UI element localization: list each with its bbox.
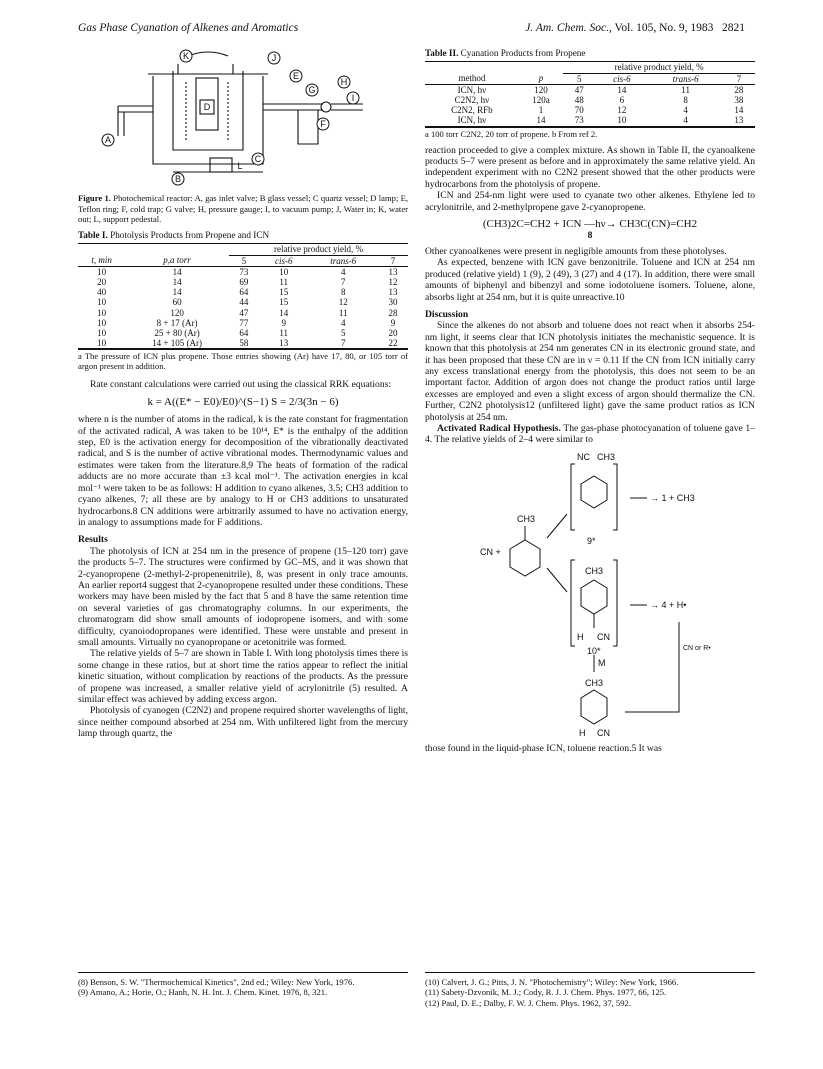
table1-body	[78, 266, 408, 349]
table2-label: Table II.	[425, 48, 459, 58]
table1-title: Photolysis Products from Propene and ICN	[110, 230, 270, 241]
table2-col-header: trans-6	[672, 73, 699, 84]
table2-cell: ICN, hν	[457, 84, 487, 95]
table1-cell: 14	[172, 277, 182, 288]
left-column	[78, 46, 408, 740]
table2-col-header: method	[458, 73, 486, 84]
scheme-label-10: 10*	[587, 645, 601, 656]
para-rrk-explanation: where n is the number of atoms in the radical, k is the rate constant for fragmentation of the activated radical, A was taken to be 10¹⁴, E* is the enthalpy of the addition step, E0 is the activation energy for decomposition of the vibrationally deactivated radical, and S is the number of active vibrational modes. Thermodynamic values and estimates were taken from the literature.8,9 The heats of formation of the radical adducts are no more accurate than ±3 kcal mol⁻¹. The activation energies in kcal mol⁻¹ were taken to be as follows: H addition to cyano alkenes, 3.5; CH3 addition to cyano alkenes, 7; all these are by analogy to H or CH3 additions to unsaturated hydrocarbons.8 CN additions were arbitrarily assumed to have no activation energy, in analogy to assumptions made for F additions.	[78, 414, 408, 528]
section-results-heading: Results	[78, 534, 108, 546]
scheme-label-9: 9*	[587, 535, 596, 546]
table2-row	[425, 105, 755, 115]
table1-col-header: t, min	[91, 255, 112, 266]
footnote-9: (9) Amano, A.; Horie, O.; Hanh, N. H. Int. J. Chem. Kinet. 1976, 8, 321.	[78, 987, 328, 998]
running-header-title: Gas Phase Cyanation of Alkenes and Aromatics	[78, 22, 299, 34]
table1-cell: 10	[97, 266, 107, 277]
fig-label-h: H	[340, 77, 348, 87]
scheme-product-1: → 1 + CH3	[650, 492, 695, 503]
table2-row	[425, 84, 755, 95]
cyanopropene-equation: (CH3)2C=CH2 + ICN —hν→ CH3C(CN)=CH2	[482, 218, 698, 231]
table1-cell: 14	[172, 266, 182, 277]
scheme-nc: NC	[577, 451, 590, 462]
table2-cell: 4	[683, 115, 688, 126]
table1-row	[78, 277, 408, 287]
para-discussion-1: Since the alkenes do not absorb and toluene does not react when it absorbs 254-nm light, it seems clear that ICN photolysis initiates the mechanistic sequence. It is known that this photolysis at 254 nm generates CN in its electronic ground state, and it has been proposed that these CN are in ν = 0.11 If the CN from ICN initially carry any excess translational energy from the photolysis, this does not seem to be an important factor. Addition of argon does not change the product ratios until large excesses are employed and even a slight excess of argon should thermalize the CN. Further, C2N2 photolysis12 (unfiltered light) gave the same product ratios as ICN photolysis at 254 nm.	[425, 320, 755, 423]
table1-cell: 30	[388, 297, 398, 308]
table2-footnote: a 100 torr C2N2, 20 torr of propene. b From ref 2.	[425, 127, 755, 139]
table1-cell: 5	[340, 328, 346, 339]
fig-label-i: I	[351, 93, 355, 103]
table1-cell: 22	[388, 338, 398, 349]
table1-cell: 120	[170, 307, 184, 318]
table1-group-header: relative product yield, %	[229, 244, 408, 255]
compound-8-label: 8	[587, 230, 593, 242]
table1-cell: 10	[97, 307, 107, 318]
table1-cell: 11	[279, 328, 289, 339]
figure1-caption: Photochemical reactor: A, gas inlet valve; B glass vessel; C quartz vessel; D lamp; E, Teflon ring; F, cold trap; G valve; H, pressure gauge; I, to vacuum pump; J, Water in; K, water out; L, support pedestal.	[78, 193, 408, 224]
fig-label-d: D	[203, 102, 211, 112]
para-results-1: The photolysis of ICN at 254 nm in the presence of propene (15–120 torr) gave the products 5–7. The structures were confirmed by GC–MS, and it was shown that 2-cyanopropene (2-methyl-2-propenenitrile), 8, was present in only trace amounts. An earlier report4 suggest that 2-cyanopropene resulted under these conditions. These workers may have been misled by the fact that 5 and 8 have the same retention time on several varieties of gas chromatography columns. In our experiments, the chromatogram did show small amounts of iodopropene isomers, and with some difficulty, cyanoiodopropanes were identified. These were unstable and present in small amounts. Virtually no cyanopropane or acetonitrile was formed.	[78, 545, 408, 648]
table1-row	[78, 308, 408, 318]
table2-cell: 12	[617, 105, 627, 116]
para-right-1: reaction proceeded to give a complex mixture. As shown in Table II, the cyanoalkene products 5–7 were present as before and in approximately the same relative yield. An independent experiment with no C2N2 present showed that the other products were hydrocarbons from the photolysis of propene.	[425, 144, 755, 190]
table1-cell: 11	[279, 277, 289, 288]
table2-row	[425, 95, 755, 105]
table1-col-header: trans-6	[330, 255, 357, 266]
table1-cell: 8 + 17 (Ar)	[156, 317, 198, 328]
table2-cell: 1	[538, 105, 544, 116]
fig-label-a: A	[104, 135, 112, 145]
table1-row	[78, 287, 408, 297]
table1-col-header: 7	[390, 255, 396, 266]
table1-cell: 60	[172, 297, 182, 308]
table1-cell: 13	[388, 266, 398, 277]
figure1-reactor-diagram	[78, 46, 408, 186]
table1-cell: 28	[388, 307, 398, 318]
scheme-cn-plus: CN +	[480, 546, 501, 557]
table2-cell: 10	[617, 115, 627, 126]
table1-col-header: p,a torr	[163, 255, 191, 266]
table1-cell: 9	[281, 317, 286, 328]
table1-cell: 20	[97, 277, 107, 288]
footnotes-right	[425, 972, 755, 1008]
table1-cell: 64	[239, 287, 249, 298]
running-header-journal	[525, 22, 745, 34]
table1-cell: 7	[340, 338, 346, 349]
table1-col-header: cis-6	[274, 255, 293, 266]
table1-cell: 10	[279, 266, 289, 277]
table1-cell: 58	[239, 338, 249, 349]
table2-cell: 70	[574, 105, 584, 116]
para-results-2: The relative yields of 5–7 are shown in Table I. With long photolysis times there is some change in these ratios, but at short time the ratios appear to reflect the initial kinetic situation, without complication by reactions of the products. As the pressure of propene was increased, a smaller relative yield of acrylonitrile (5) resulted. A similar effect was achieved by adding excess argon.	[78, 648, 408, 706]
table2-cell: 38	[734, 95, 744, 106]
table1-cell: 13	[388, 287, 398, 298]
table1-cell: 64	[239, 328, 249, 339]
footnote-10: (10) Calvert, J. G.; Pitts, J. N. "Photochemistry"; Wiley: New York, 1966.	[425, 977, 679, 987]
table2-cell: 120	[534, 84, 548, 95]
scheme-ch3-final: CH3	[585, 677, 604, 688]
footnote-8: (8) Benson, S. W. "Thermochemical Kinetics", 2nd ed.; Wiley: New York, 1976.	[78, 977, 355, 987]
scheme-side-reagent: CN or R•	[683, 644, 711, 652]
figure1-caption-label: Figure 1.	[78, 193, 111, 204]
table2-cell: 11	[681, 84, 690, 95]
table1-cell: 10	[97, 297, 107, 308]
table1	[78, 243, 408, 349]
table1-footnote: a The pressure of ICN plus propene. Those entries showing (Ar) have 17, 80, or 105 torr of argon present in addition.	[78, 351, 408, 372]
fig-label-e: E	[292, 71, 300, 81]
table1-cell: 14	[172, 287, 182, 298]
table2-cell: 6	[619, 95, 625, 106]
table1-cell: 15	[279, 287, 289, 298]
table1-cell: 12	[388, 277, 398, 288]
table2-cell: 120a	[532, 95, 550, 106]
table2-cell: 14	[617, 84, 627, 95]
table2-cell: 4	[683, 105, 688, 116]
table1-cell: 44	[239, 297, 249, 308]
table1-cell: 9	[390, 317, 396, 328]
table2-cell: C2N2, hν	[454, 95, 490, 106]
table1-row	[78, 297, 408, 307]
journal-name: J. Am. Chem. Soc.,	[525, 22, 612, 34]
scheme-m: M	[598, 657, 606, 668]
table1-cell: 69	[239, 277, 249, 288]
fig-label-c: C	[254, 154, 262, 164]
table2-body	[425, 84, 755, 126]
scheme-ch3-10: CH3	[585, 565, 604, 576]
table2-cell: 14	[734, 105, 744, 116]
para-right-4: As expected, benzene with ICN gave benzonitrile. Toluene and ICN at 254 nm produced (relative yield) 1 (9), 2 (49), 3 (27) and 4 (17). In addition, there were small amounts of biphenyl and bibenzyl and some iodotoluene isomers. Toluene, alone, absorbs light at 254 nm, but it is quite unreactive.10	[425, 257, 755, 303]
footnotes-left	[78, 972, 408, 998]
table1-cell: 7	[340, 277, 346, 288]
table1-cell: 14 + 105 (Ar)	[152, 338, 202, 349]
table1-cell: 4	[340, 266, 346, 277]
table1-cell: 11	[338, 307, 348, 318]
toluene-cyanation-scheme	[425, 450, 755, 740]
right-column	[425, 46, 755, 755]
table2-cell: ICN, hν	[457, 115, 487, 126]
table1-cell: 73	[239, 266, 249, 277]
table2-title: Cyanation Products from Propene	[460, 48, 586, 58]
table1-cell: 77	[239, 317, 249, 328]
para-rrk-intro: Rate constant calculations were carried out using the classical RRK equations:	[90, 379, 392, 391]
footnote-12: (12) Paul, D. E.; Dalby, F. W. J. Chem. Phys. 1962, 37, 592.	[425, 997, 631, 1008]
scheme-h-10: H	[577, 631, 584, 642]
para-right-2: ICN and 254-nm light were used to cyanate two other alkenes. Ethylene led to acrylonitrile, and 2-methylpropene gave 2-cyanopropene.	[425, 190, 755, 213]
table1-label: Table I.	[78, 230, 108, 241]
table1-row	[78, 338, 408, 349]
fig-label-k: K	[182, 51, 190, 61]
table1-cell: 13	[279, 338, 289, 349]
table1-cell: 25 + 80 (Ar)	[154, 328, 200, 339]
fig-label-j: J	[271, 53, 277, 63]
table1-cell: 20	[388, 328, 398, 339]
fig-label-l: L	[237, 161, 243, 171]
fig-label-g: G	[308, 85, 316, 95]
table1-col-header: 5	[241, 255, 247, 266]
fig-label-b: B	[174, 174, 182, 184]
table2-cell: 8	[683, 95, 688, 106]
table2-cell: 13	[734, 115, 744, 126]
table1-cell: 40	[97, 287, 107, 298]
table2-col-header: 7	[736, 73, 742, 84]
table2-col-header: p	[538, 73, 544, 84]
table1-cell: 15	[279, 297, 289, 308]
table2-col-header: 5	[577, 73, 582, 84]
para-discussion-2: The gas-phase photocyanation of toluene gave 1–4. The relative yields of 2–4 were similar to	[425, 422, 755, 446]
scheme-ch3-9: CH3	[597, 451, 616, 462]
table2-row	[425, 115, 755, 126]
footnote-11: (11) Sabety-Dzvonik, M. J.; Cody, R. J. J. Chem. Phys. 1977, 66, 125.	[425, 987, 667, 998]
journal-volume: Vol. 105, No. 9, 1983	[614, 22, 714, 34]
scheme-cn-final: CN	[597, 727, 610, 738]
para-right-3: Other cyanoalkenes were present in negligible amounts from these photolyses.	[425, 245, 727, 257]
section-discussion-heading: Discussion	[425, 308, 469, 320]
rrk-equation: k = A((E* − E0)/E0)^(S−1) S = 2/3(3n − 6)	[147, 395, 339, 408]
table1-row	[78, 328, 408, 338]
para-discussion-3: those found in the liquid-phase ICN, toluene reaction.5 It was	[425, 743, 662, 755]
activated-radical-heading: Activated Radical Hypothesis.	[437, 422, 561, 434]
table1-row	[78, 318, 408, 328]
fig-label-f: F	[320, 119, 326, 129]
scheme-h-final: H	[579, 727, 586, 738]
para-results-3: Photolysis of cyanogen (C2N2) and propene required shorter wavelengths of light, since neither compound absorbed at 254 nm. With unfiltered light from the mercury lamp through quartz, the	[78, 705, 408, 740]
table2-col-header: cis-6	[613, 73, 631, 84]
table2-cell: 48	[574, 95, 584, 106]
table2	[425, 61, 755, 126]
table2-cell: 73	[574, 115, 584, 126]
table2-group-header: relative product yield, %	[563, 62, 755, 73]
scheme-ch3-toluene: CH3	[517, 513, 536, 524]
table1-cell: 8	[340, 287, 346, 298]
table1-cell: 14	[279, 307, 289, 318]
table1-cell: 47	[239, 307, 249, 318]
table1-cell: 4	[340, 317, 346, 328]
table2-cell: C2N2, RFb	[451, 105, 493, 116]
scheme-product-4: → 4 + H•	[650, 599, 687, 610]
table1-cell: 10	[97, 317, 107, 328]
scheme-cn-10: CN	[597, 631, 610, 642]
table2-cell: 47	[574, 84, 584, 95]
table2-cell: 28	[734, 84, 744, 95]
table1-row	[78, 266, 408, 277]
table1-cell: 12	[338, 297, 348, 308]
table1-cell: 10	[97, 328, 107, 339]
table2-cell: 14	[536, 115, 546, 126]
page-number: 2821	[722, 22, 745, 34]
table1-cell: 10	[97, 338, 107, 349]
